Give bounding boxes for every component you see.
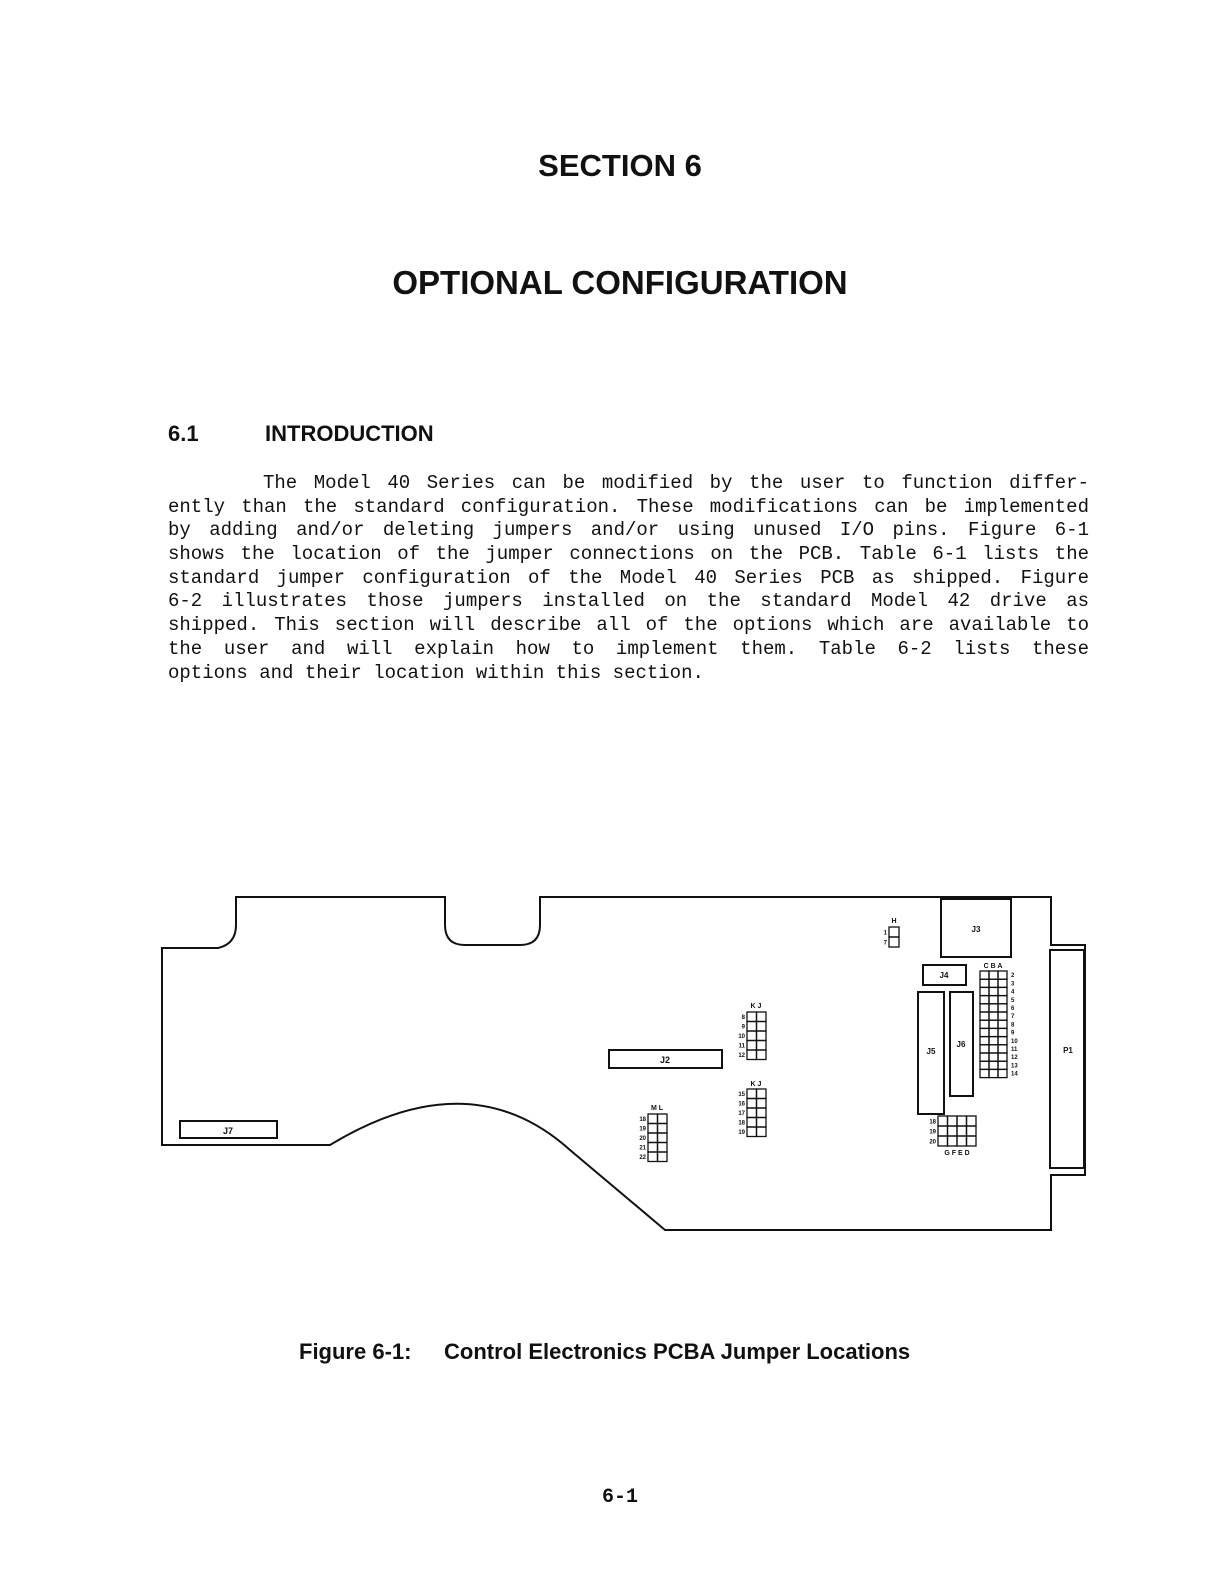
label-j6: J6 bbox=[956, 1040, 966, 1049]
jumper-col-label-gfed: G F E D bbox=[944, 1150, 970, 1157]
jumper-col-label-h: H bbox=[891, 918, 897, 925]
jumper-pin-gfed bbox=[967, 1116, 977, 1126]
subsection-title: INTRODUCTION bbox=[265, 421, 434, 446]
jumper-pin-cba bbox=[998, 1053, 1007, 1061]
jumper-pin-gfed bbox=[938, 1136, 948, 1146]
paragraph-line: standard jumper configuration of the Model 40 Series PCB as shipped. Figure bbox=[168, 566, 1089, 589]
jumper-pin-ml bbox=[658, 1143, 668, 1153]
intro-paragraph bbox=[168, 472, 1089, 685]
label-j2: J2 bbox=[659, 1055, 671, 1065]
caption-label: Figure 6-1: bbox=[299, 1339, 412, 1364]
jumper-row-label-kj_lower: 16 bbox=[738, 1101, 745, 1108]
jumper-pin-cba bbox=[980, 1004, 989, 1012]
jumper-row-label-gfed: 18 bbox=[929, 1119, 936, 1126]
pcb-outline bbox=[162, 897, 1085, 1230]
jumper-pin-cba bbox=[989, 979, 998, 987]
jumper-pin-kj_lower bbox=[747, 1127, 757, 1137]
jumper-row-label-cba: 11 bbox=[1011, 1046, 1018, 1053]
jumper-row-label-cba: 4 bbox=[1011, 989, 1015, 996]
jumper-row-label-cba: 8 bbox=[1011, 1022, 1015, 1029]
jumper-pin-kj_lower bbox=[757, 1108, 767, 1118]
jumper-pin-cba bbox=[980, 1028, 989, 1036]
page-number: 6-1 bbox=[601, 1486, 638, 1509]
jumper-pin-ml bbox=[648, 1152, 658, 1162]
jumper-row-label-kj_upper: 8 bbox=[741, 1015, 745, 1022]
jumper-pin-cba bbox=[980, 996, 989, 1004]
jumper-pin-ml bbox=[658, 1152, 668, 1162]
jumper-pin-cba bbox=[998, 1012, 1007, 1020]
jumper-pin-gfed bbox=[948, 1116, 958, 1126]
label-j4: J4 bbox=[939, 971, 949, 980]
section-number: SECTION 6 bbox=[538, 148, 702, 183]
jumper-pin-cba bbox=[980, 1045, 989, 1053]
jumper-pin-gfed bbox=[967, 1136, 977, 1146]
paragraph-line: shipped. This section will describe all of the options which are available to bbox=[168, 614, 1089, 637]
paragraph-line: by adding and/or deleting jumpers and/or using unused I/O pins. Figure 6-1 bbox=[168, 519, 1089, 542]
jumper-pin-cba bbox=[989, 1020, 998, 1028]
jumper-pin-cba bbox=[980, 1012, 989, 1020]
jumper-pin-cba bbox=[989, 1004, 998, 1012]
jumper-row-label-ml: 20 bbox=[639, 1136, 646, 1143]
jumper-row-label-kj_lower: 18 bbox=[738, 1120, 745, 1127]
jumper-pin-cba bbox=[998, 996, 1007, 1004]
jumper-pin-cba bbox=[998, 1004, 1007, 1012]
jumper-row-label-kj_lower: 15 bbox=[738, 1092, 745, 1099]
jumper-pin-kj_upper bbox=[747, 1031, 757, 1041]
jumper-row-label-gfed: 19 bbox=[929, 1129, 936, 1136]
jumper-pin-kj_lower bbox=[757, 1127, 767, 1137]
jumper-pin-h bbox=[889, 937, 899, 947]
jumper-pin-cba bbox=[989, 1061, 998, 1069]
jumper-row-label-cba: 7 bbox=[1011, 1014, 1015, 1021]
jumper-pin-kj_upper bbox=[757, 1012, 767, 1022]
jumper-pin-cba bbox=[998, 1037, 1007, 1045]
jumper-row-label-h: 7 bbox=[883, 940, 887, 947]
jumper-pin-cba bbox=[980, 971, 989, 979]
jumper-row-label-kj_upper: 10 bbox=[738, 1034, 745, 1041]
jumper-pin-kj_upper bbox=[757, 1041, 767, 1051]
jumper-col-label-ml: M L bbox=[650, 1105, 664, 1112]
jumper-pin-ml bbox=[658, 1133, 668, 1143]
jumper-row-label-kj_upper: 12 bbox=[738, 1053, 745, 1060]
jumper-pin-kj_upper bbox=[757, 1031, 767, 1041]
paragraph-line: The Model 40 Series can be modified by the user to function differ- bbox=[263, 472, 1089, 494]
jumper-pin-kj_upper bbox=[747, 1050, 757, 1060]
jumper-pin-ml bbox=[648, 1133, 658, 1143]
jumper-pin-cba bbox=[998, 1045, 1007, 1053]
jumper-row-label-ml: 21 bbox=[639, 1145, 646, 1152]
jumper-row-label-gfed: 20 bbox=[929, 1139, 936, 1146]
paragraph-line: shows the location of the jumper connections on the PCB. Table 6-1 lists the bbox=[168, 543, 1089, 566]
jumper-row-label-ml: 18 bbox=[639, 1117, 646, 1124]
paragraph-line: the user and will explain how to implement them. Table 6-2 lists these bbox=[168, 637, 1089, 660]
jumper-pin-cba bbox=[998, 1069, 1007, 1077]
jumper-pin-cba bbox=[989, 987, 998, 995]
jumper-row-label-cba: 14 bbox=[1011, 1071, 1018, 1078]
label-j5: J5 bbox=[926, 1047, 936, 1056]
jumper-pin-kj_lower bbox=[757, 1089, 767, 1099]
jumper-pin-cba bbox=[980, 1037, 989, 1045]
jumper-pin-cba bbox=[980, 987, 989, 995]
jumper-pin-gfed bbox=[967, 1126, 977, 1136]
jumper-pin-ml bbox=[648, 1124, 658, 1134]
jumper-row-label-cba: 9 bbox=[1011, 1030, 1015, 1037]
jumper-pin-kj_lower bbox=[757, 1118, 767, 1128]
paragraph-line: ently than the standard configuration. These modifications can be implemented bbox=[168, 495, 1089, 518]
jumper-row-label-ml: 19 bbox=[639, 1126, 646, 1133]
jumper-row-label-cba: 3 bbox=[1011, 981, 1015, 988]
jumper-pin-kj_lower bbox=[747, 1089, 757, 1099]
jumper-pin-kj_lower bbox=[757, 1099, 767, 1109]
jumper-row-label-kj_lower: 17 bbox=[738, 1111, 745, 1118]
jumper-pin-kj_upper bbox=[757, 1022, 767, 1032]
jumper-row-label-kj_upper: 9 bbox=[741, 1024, 745, 1031]
jumper-pin-cba bbox=[989, 1028, 998, 1036]
jumper-pin-kj_upper bbox=[747, 1022, 757, 1032]
jumper-pin-cba bbox=[980, 1069, 989, 1077]
jumper-pin-cba bbox=[989, 996, 998, 1004]
jumper-row-label-cba: 2 bbox=[1011, 973, 1015, 980]
jumper-pin-kj_lower bbox=[747, 1108, 757, 1118]
jumper-pin-kj_upper bbox=[757, 1050, 767, 1060]
pcb-diagram bbox=[155, 885, 1095, 1240]
jumper-pin-cba bbox=[980, 1061, 989, 1069]
jumper-pin-cba bbox=[980, 1020, 989, 1028]
jumper-row-label-cba: 10 bbox=[1011, 1038, 1018, 1045]
jumper-pin-kj_upper bbox=[747, 1012, 757, 1022]
jumper-pin-gfed bbox=[957, 1136, 967, 1146]
jumper-pin-cba bbox=[989, 1037, 998, 1045]
jumper-pin-cba bbox=[980, 979, 989, 987]
jumper-pin-h bbox=[889, 927, 899, 937]
jumper-row-label-kj_lower: 19 bbox=[738, 1130, 745, 1137]
jumper-pin-cba bbox=[989, 1069, 998, 1077]
caption-title: Control Electronics PCBA Jumper Locations bbox=[444, 1339, 911, 1364]
jumper-pin-cba bbox=[998, 971, 1007, 979]
jumper-row-label-kj_upper: 11 bbox=[738, 1043, 745, 1050]
jumper-pin-cba bbox=[998, 1020, 1007, 1028]
jumper-pin-gfed bbox=[938, 1126, 948, 1136]
jumper-row-label-cba: 5 bbox=[1011, 997, 1015, 1004]
jumper-pin-gfed bbox=[957, 1126, 967, 1136]
label-j3: J3 bbox=[971, 925, 981, 934]
jumper-pin-cba bbox=[989, 1053, 998, 1061]
jumper-pin-kj_upper bbox=[747, 1041, 757, 1051]
jumper-pin-gfed bbox=[948, 1136, 958, 1146]
jumper-pin-cba bbox=[998, 1061, 1007, 1069]
jumper-row-label-cba: 13 bbox=[1011, 1063, 1018, 1070]
jumper-row-label-cba: 12 bbox=[1011, 1055, 1018, 1062]
jumper-pin-cba bbox=[989, 1045, 998, 1053]
jumper-pin-gfed bbox=[938, 1116, 948, 1126]
label-p1: P1 bbox=[1063, 1046, 1073, 1055]
jumper-pin-cba bbox=[998, 979, 1007, 987]
jumper-pin-ml bbox=[648, 1114, 658, 1124]
figure-caption bbox=[299, 1339, 910, 1365]
jumper-pin-gfed bbox=[948, 1126, 958, 1136]
jumper-pin-cba bbox=[980, 1053, 989, 1061]
connector-p1 bbox=[1050, 950, 1084, 1168]
jumper-pin-ml bbox=[658, 1114, 668, 1124]
jumper-pin-gfed bbox=[957, 1116, 967, 1126]
jumper-pin-cba bbox=[989, 971, 998, 979]
subsection-number: 6.1 bbox=[168, 421, 199, 446]
section-title: OPTIONAL CONFIGURATION bbox=[392, 264, 848, 301]
jumper-pin-kj_lower bbox=[747, 1118, 757, 1128]
jumper-pin-cba bbox=[998, 987, 1007, 995]
jumper-pin-kj_lower bbox=[747, 1099, 757, 1109]
jumper-col-label-kj_lower: K J bbox=[750, 1081, 762, 1088]
jumper-pin-ml bbox=[648, 1143, 658, 1153]
jumper-col-label-kj_upper: K J bbox=[750, 1003, 762, 1010]
paragraph-line: options and their location within this section. bbox=[168, 661, 704, 684]
jumper-pin-ml bbox=[658, 1124, 668, 1134]
label-j7: J7 bbox=[222, 1126, 234, 1136]
jumper-row-label-h: 1 bbox=[883, 930, 887, 937]
jumper-row-label-cba: 6 bbox=[1011, 1005, 1015, 1012]
jumper-row-label-ml: 22 bbox=[639, 1155, 646, 1162]
jumper-pin-cba bbox=[998, 1028, 1007, 1036]
jumper-pin-cba bbox=[989, 1012, 998, 1020]
paragraph-line: 6-2 illustrates those jumpers installed on the standard Model 42 drive as bbox=[168, 590, 1089, 613]
jumper-col-label-cba: C B A bbox=[983, 963, 1003, 970]
